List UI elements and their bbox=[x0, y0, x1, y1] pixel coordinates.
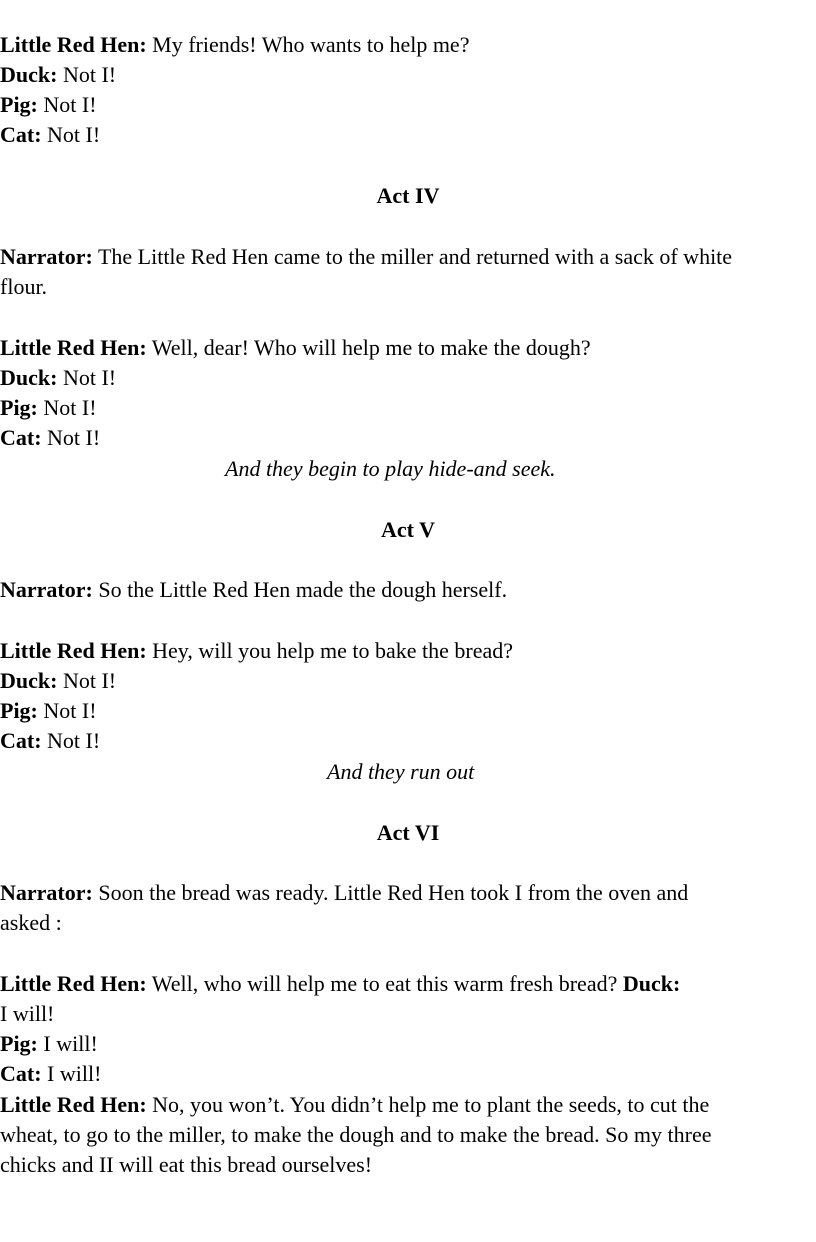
dialogue-line bbox=[0, 726, 816, 756]
speaker-name: Duck: bbox=[622, 971, 681, 996]
dialogue-text: Not I! bbox=[41, 425, 101, 450]
dialogue-line bbox=[0, 393, 816, 423]
dialogue-line bbox=[0, 120, 816, 150]
narrator-text: Soon the bread was ready. Little Red Hen took I from the oven and bbox=[92, 880, 689, 905]
speaker-name: Cat: bbox=[0, 1061, 42, 1086]
speaker-name: Pig: bbox=[0, 395, 38, 420]
dialogue-text: I will! bbox=[37, 1031, 98, 1056]
speaker-name: Little Red Hen: bbox=[0, 1092, 147, 1117]
dialogue-text: Not I! bbox=[37, 92, 97, 117]
dialogue-text: Not I! bbox=[57, 668, 117, 693]
speaker-name: Duck: bbox=[0, 365, 58, 390]
speaker-name: Pig: bbox=[0, 1031, 38, 1056]
speaker-name: Narrator: bbox=[0, 577, 93, 602]
dialogue-text: Not I! bbox=[41, 728, 101, 753]
speaker-name: Cat: bbox=[0, 728, 42, 753]
dialogue-line bbox=[0, 423, 816, 453]
narrator-text: The Little Red Hen came to the miller and returned with a sack of white bbox=[92, 244, 733, 269]
narrator-line-continued: asked : bbox=[0, 910, 62, 935]
dialogue-line bbox=[0, 363, 816, 393]
dialogue-line bbox=[0, 969, 816, 999]
narrator-text: So the Little Red Hen made the dough herself. bbox=[92, 577, 508, 602]
dialogue-line-continued: I will! bbox=[0, 1001, 55, 1026]
dialogue-text: Hey, will you help me to bake the bread? bbox=[146, 638, 513, 663]
dialogue-text: No, you won’t. You didn’t help me to plant the seeds, to cut the bbox=[146, 1092, 710, 1117]
dialogue-line-continued: chicks and II will eat this bread ourselves! bbox=[0, 1152, 373, 1177]
speaker-name: Duck: bbox=[0, 62, 58, 87]
dialogue-line bbox=[0, 696, 816, 726]
speaker-name: Pig: bbox=[0, 92, 38, 117]
narrator-line bbox=[0, 575, 816, 605]
dialogue-line bbox=[0, 1029, 816, 1059]
stage-direction: And they begin to play hide-and seek. bbox=[225, 456, 556, 481]
dialogue-text: My friends! Who wants to help me? bbox=[146, 32, 470, 57]
speaker-name: Little Red Hen: bbox=[0, 32, 147, 57]
narrator-line-continued: flour. bbox=[0, 274, 48, 299]
dialogue-text: Not I! bbox=[57, 62, 117, 87]
act-heading: Act VI bbox=[376, 820, 440, 845]
dialogue-text: Well, who will help me to eat this warm fresh bread? bbox=[146, 971, 623, 996]
speaker-name: Narrator: bbox=[0, 880, 93, 905]
speaker-name: Narrator: bbox=[0, 244, 93, 269]
speaker-name: Little Red Hen: bbox=[0, 638, 147, 663]
speaker-name: Little Red Hen: bbox=[0, 335, 147, 360]
speaker-name: Little Red Hen: bbox=[0, 971, 147, 996]
dialogue-line bbox=[0, 30, 816, 60]
dialogue-line bbox=[0, 1090, 816, 1120]
dialogue-line bbox=[0, 1059, 816, 1089]
act-heading: Act IV bbox=[376, 183, 440, 208]
dialogue-text: Well, dear! Who will help me to make the dough? bbox=[146, 335, 591, 360]
dialogue-line bbox=[0, 90, 816, 120]
dialogue-line bbox=[0, 636, 816, 666]
stage-direction: And they run out bbox=[327, 759, 475, 784]
act-heading: Act V bbox=[381, 517, 435, 542]
narrator-line bbox=[0, 878, 816, 908]
speaker-name: Cat: bbox=[0, 425, 42, 450]
dialogue-text: Not I! bbox=[57, 365, 117, 390]
speaker-name: Pig: bbox=[0, 698, 38, 723]
dialogue-line bbox=[0, 60, 816, 90]
dialogue-line-continued: wheat, to go to the miller, to make the dough and to make the bread. So my three bbox=[0, 1122, 712, 1147]
dialogue-text: Not I! bbox=[37, 698, 97, 723]
speaker-name: Cat: bbox=[0, 122, 42, 147]
dialogue-text: I will! bbox=[41, 1061, 102, 1086]
narrator-line bbox=[0, 242, 816, 272]
dialogue-text: Not I! bbox=[37, 395, 97, 420]
speaker-name: Duck: bbox=[0, 668, 58, 693]
dialogue-line bbox=[0, 666, 816, 696]
dialogue-text: Not I! bbox=[41, 122, 101, 147]
dialogue-line bbox=[0, 333, 816, 363]
